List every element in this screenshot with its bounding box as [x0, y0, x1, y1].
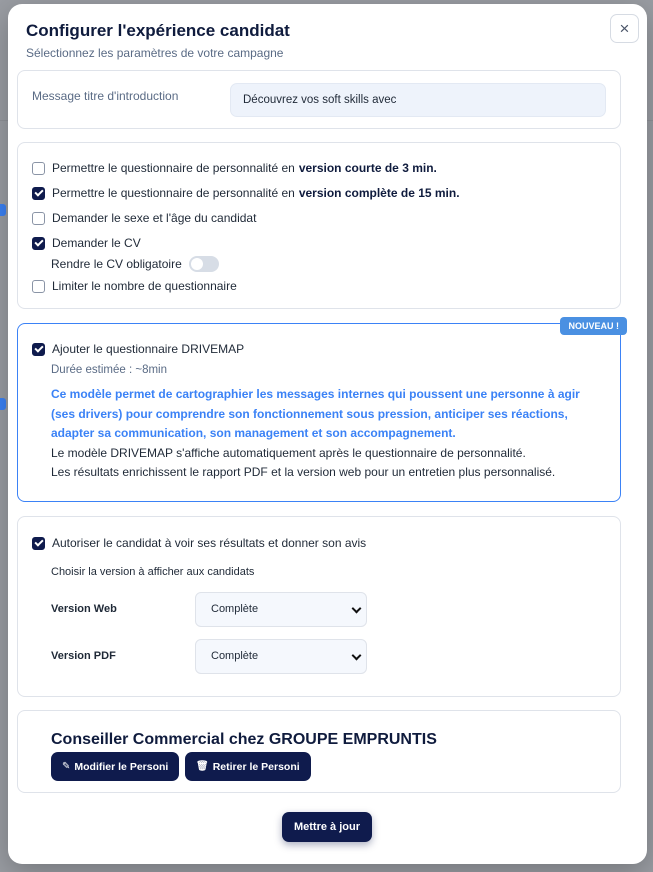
- option-label-bold: version courte de 3 min.: [298, 161, 437, 175]
- pdf-version-label: Version PDF: [51, 650, 116, 662]
- select-value: Complète: [211, 650, 259, 662]
- intro-label: Message titre d'introduction: [32, 89, 179, 103]
- option-cv[interactable]: [32, 236, 141, 250]
- update-button[interactable]: Mettre à jour: [282, 812, 372, 842]
- persona-card: [17, 710, 621, 793]
- option-sex-age[interactable]: [32, 211, 256, 225]
- checkbox-checked[interactable]: [32, 237, 45, 250]
- cv-required-toggle[interactable]: [189, 256, 219, 272]
- results-subtitle: Choisir la version à afficher aux candidats: [51, 566, 255, 578]
- checkbox[interactable]: [32, 280, 45, 293]
- option-label: Demander le CV: [52, 236, 141, 250]
- select-value: Complète: [211, 603, 259, 615]
- modal-subtitle: Sélectionnez les paramètres de votre campagne: [26, 46, 284, 60]
- background-tab: [0, 204, 6, 216]
- intro-card: [17, 70, 621, 129]
- option-cv-required: [51, 256, 219, 272]
- checkbox-checked[interactable]: [32, 187, 45, 200]
- checkbox-checked[interactable]: [32, 343, 45, 356]
- web-version-select[interactable]: [195, 592, 367, 627]
- button-label: Modifier le Personi: [74, 760, 169, 773]
- results-card: [17, 516, 621, 697]
- option-label: Demander le sexe et l'âge du candidat: [52, 211, 257, 225]
- option-label: Autoriser le candidat à voir ses résultats et donner son avis: [52, 536, 367, 550]
- edit-icon: ✎: [62, 761, 71, 772]
- option-label: Permettre le questionnaire de personnalité en: [52, 161, 295, 175]
- option-drivemap[interactable]: [32, 342, 244, 356]
- new-badge: NOUVEAU !: [560, 317, 627, 335]
- intro-message-input[interactable]: Découvrez vos soft skills avec: [230, 83, 606, 117]
- drivemap-card: [17, 323, 621, 502]
- button-label: Retirer le Personi: [212, 760, 300, 773]
- option-label: Ajouter le questionnaire DRIVEMAP: [52, 342, 245, 356]
- drivemap-description: Le modèle DRIVEMAP s'affiche automatiquement après le questionnaire de personnalité.: [51, 446, 526, 460]
- web-version-label: Version Web: [51, 603, 117, 615]
- pdf-version-select[interactable]: [195, 639, 367, 674]
- options-card: [17, 142, 621, 309]
- background-tab: [0, 398, 6, 410]
- option-full-version[interactable]: [32, 186, 460, 200]
- option-show-results[interactable]: [32, 536, 366, 550]
- toggle-label: Rendre le CV obligatoire: [51, 257, 182, 271]
- option-label: Limiter le nombre de questionnaire: [52, 279, 237, 293]
- option-label: Permettre le questionnaire de personnalité en: [52, 186, 295, 200]
- drivemap-duration: Durée estimée : ~8min: [51, 364, 168, 376]
- modal-title: Configurer l'expérience candidat: [26, 21, 290, 40]
- persona-title: Conseiller Commercial chez GROUPE EMPRUNTIS: [51, 731, 437, 748]
- configure-candidate-modal: [8, 4, 647, 864]
- checkbox[interactable]: [32, 212, 45, 225]
- checkbox[interactable]: [32, 162, 45, 175]
- option-label-bold: version complète de 15 min.: [298, 186, 460, 200]
- close-button[interactable]: [610, 14, 639, 43]
- checkbox-checked[interactable]: [32, 537, 45, 550]
- remove-persona-button[interactable]: [185, 752, 311, 781]
- option-limit[interactable]: [32, 279, 237, 293]
- close-icon: ×: [619, 18, 630, 38]
- edit-persona-button[interactable]: [51, 752, 179, 781]
- drivemap-description: Les résultats enrichissent le rapport PDF et la version web pour un entretien plus personnalisé.: [51, 465, 556, 479]
- drivemap-highlight: Ce modèle permet de cartographier les messages internes qui poussent une personne à agir (ses drivers) pour comprendre son fonctionnement sous pression, anticiper ses réactions, adapter sa communication, son management et son accompagnement.: [51, 387, 580, 440]
- trash-icon: 🗑: [196, 761, 209, 772]
- option-short-version[interactable]: [32, 161, 437, 175]
- chevron-down-icon: [352, 651, 362, 661]
- chevron-down-icon: [352, 604, 362, 614]
